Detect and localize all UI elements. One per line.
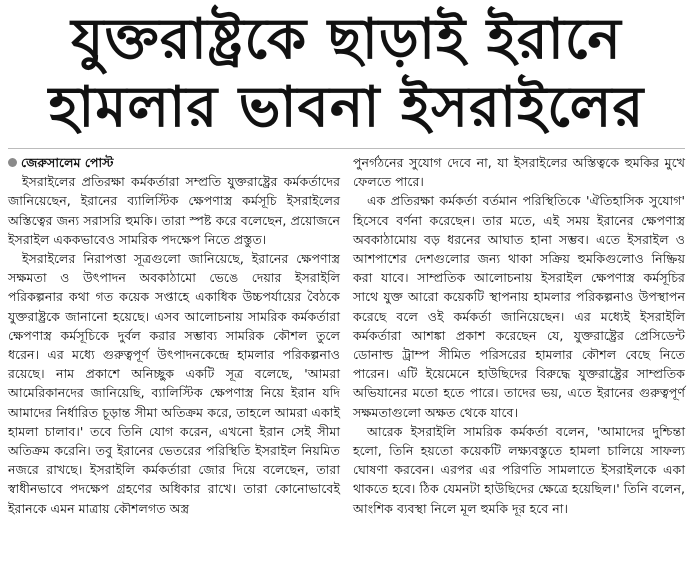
paragraph: পুনর্গঠনের সুযোগ দেবে না, যা ইসরাইলের অস্তিত্বকে হুমকির মুখে ফেলতে পারে।: [353, 155, 685, 190]
news-article: [0, 6, 693, 581]
paragraph: এক প্রতিরক্ষা কর্মকর্তা বর্তমান পরিস্থিতিকে 'ঐতিহাসিক সুযোগ' হিসেবে বর্ণনা করেছেন। তার মতে, এই সময় ইরানের ক্ষেপণাস্ত্র অবকাঠামোয় বড় ধরনের আঘাত হানা সম্ভব। এতে ইসরাইল ও আশপাশের দেশগুলোর জন্য থাকা সক্রিয় হুমকিগুলোও নিষ্ক্রিয় করা যাবে। সাম্প্রতিক আলোচনায় ইসরাইল ক্ষেপণাস্ত্র কর্মসূচির সাথে যুক্ত আরো কয়েকটি স্থাপনায় হামলার পরিকল্পনাও উপস্থাপন করেছে বলে ওই কর্মকর্তা জানিয়েছেন। এর মধ্যেই ইসরাইলি কর্মকর্তারা আশঙ্কা প্রকাশ করেছেন যে, যুক্তরাষ্ট্রের প্রেসিডেন্ট ডোনাল্ড ট্রাম্প সীমিত পরিসরের হামলার কৌশল বেছে নিতে পারেন। এটি ইয়েমেনে হাউছিদের বিরুদ্ধে যুক্তরাষ্ট্রের সাম্প্রতিক অভিযানের মতো হতে পারে। তাদের ভয়, এতে ইরানের গুরুত্বপূর্ণ সক্ষমতাগুলো অক্ষত থেকে যাবে।: [353, 193, 685, 420]
dateline: [8, 153, 340, 172]
divider: [8, 148, 685, 149]
column-right: [353, 153, 685, 518]
headline: [8, 6, 685, 142]
bullet-icon: [8, 158, 17, 167]
dateline-text: জেরুসালেম পোস্ট: [21, 155, 114, 170]
paragraph: আরেক ইসরাইলি সামরিক কর্মকর্তা বলেন, 'আমাদের দুশ্চিন্তা হলো, তিনি হয়তো কয়েকটি লক্ষ্যবস্তুতে হামলা চালিয়ে সাফল্য ঘোষণা করবেন। এরপর এর পরিণতি সামলাতে ইসরাইলকে একা থাকতে হবে। ঠিক যেমনটা হাউছিদের ক্ষেত্রে হয়েছিল।' তিনি বলেন, আংশিক ব্যবস্থা নিলে মূল হুমকি দূর হবে না।: [353, 423, 685, 516]
paragraph: ইসরাইলের নিরাপত্তা সূত্রগুলো জানিয়েছে, ইরানের ক্ষেপণাস্ত্র সক্ষমতা ও উৎপাদন অবকাঠামো ভেঙে দেয়ার ইসরাইলি পরিকল্পনার কথা গত কয়েক সপ্তাহে একাধিক উচ্চপর্যায়ের বৈঠকে যুক্তরাষ্ট্রকে জানানো হয়েছে। এসব আলোচনায় সামরিক কর্মকর্তারা ক্ষেপণাস্ত্র কর্মসূচিকে দুর্বল করার সম্ভাব্য সামরিক কৌশল তুলে ধরেন। এর মধ্যে গুরুত্বপূর্ণ উৎপাদনকেন্দ্রে হামলার পরিকল্পনাও রয়েছে। নাম প্রকাশে অনিচ্ছুক একটি সূত্র বলেছে, 'আমরা আমেরিকানদের জানিয়েছি, ব্যালিস্টিক ক্ষেপণাস্ত্র নিয়ে ইরান যদি আমাদের নির্ধারিত চূড়ান্ত সীমা অতিক্রম করে, তাহলে আমরা একাই হামলা চালাব।' তবে তিনি যোগ করেন, এখনো ইরান সেই সীমা অতিক্রম করেনি। তবু ইরানের ভেতরের পরিস্থিতি ইসরাইল নিয়মিত নজরে রাখছে। ইসরাইলি কর্মকর্তারা জোর দিয়ে বলেছেন, তারা স্বাধীনভাবে পদক্ষেপ গ্রহণের অধিকার রাখে। তারা কোনোভাবেই ইরানকে এমন মাত্রায় কৌশলগত অস্ত্র: [8, 251, 340, 516]
paragraph: ইসরাইলের প্রতিরক্ষা কর্মকর্তারা সম্প্রতি যুক্তরাষ্ট্রের কর্মকর্তাদের জানিয়েছেন, ইরানের ব্যালিস্টিক ক্ষেপণাস্ত্র কর্মসূচি ইসরাইলের অস্তিত্বের জন্য সরাসরি হুমকি। তারা স্পষ্ট করে বলেছেন, প্রয়োজনে ইসরাইল এককভাবেও সামরিক পদক্ষেপ নিতে প্রস্তুত।: [8, 174, 340, 247]
headline-line-1: যুক্তরাষ্ট্রকে ছাড়াই ইরানে: [71, 7, 622, 72]
article-body: [8, 153, 685, 518]
column-left: [8, 153, 340, 518]
headline-line-2: হামলার ভাবনা ইসরাইলের: [48, 75, 645, 140]
